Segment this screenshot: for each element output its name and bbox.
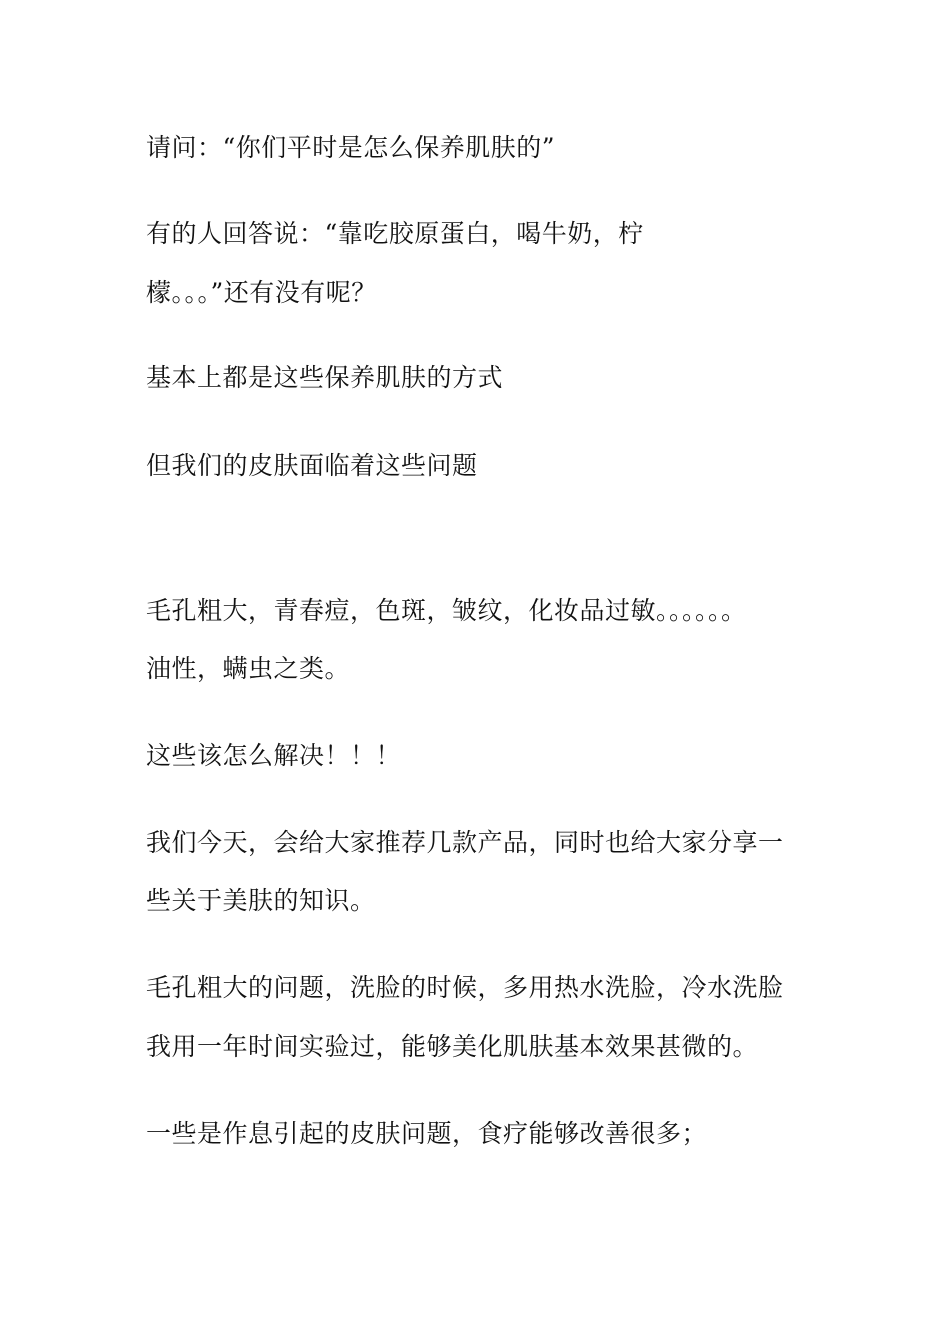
text-line-recommend-2: 些关于美肤的知识。 — [146, 886, 376, 915]
text-line-problems-intro: 但我们的皮肤面临着这些问题 — [146, 451, 478, 480]
text-line-answer-1: 有的人回答说：“靠吃胶原蛋白，喝牛奶，柠 — [146, 219, 644, 248]
text-line-pores-2: 我用一年时间实验过，能够美化肌肤基本效果甚微的。 — [146, 1032, 759, 1061]
text-line-problems-list-1: 毛孔粗大，青春痘，色斑，皱纹，化妆品过敏。。。。。。 — [146, 596, 747, 625]
text-line-diet: 一些是作息引起的皮肤问题，食疗能够改善很多； — [146, 1119, 708, 1148]
text-line-answer-2: 檬。。。”还有没有呢？ — [146, 278, 377, 307]
text-line-how-to-solve: 这些该怎么解决！！！ — [146, 741, 402, 770]
text-line-pores-1: 毛孔粗大的问题，洗脸的时候，多用热水洗脸，冷水洗脸 — [146, 973, 784, 1002]
text-line-recommend-1: 我们今天，会给大家推荐几款产品，同时也给大家分享一 — [146, 828, 784, 857]
text-line-problems-list-2: 油性，螨虫之类。 — [146, 654, 351, 683]
text-line-methods: 基本上都是这些保养肌肤的方式 — [146, 363, 504, 392]
text-line-question: 请问：“你们平时是怎么保养肌肤的” — [146, 133, 556, 162]
